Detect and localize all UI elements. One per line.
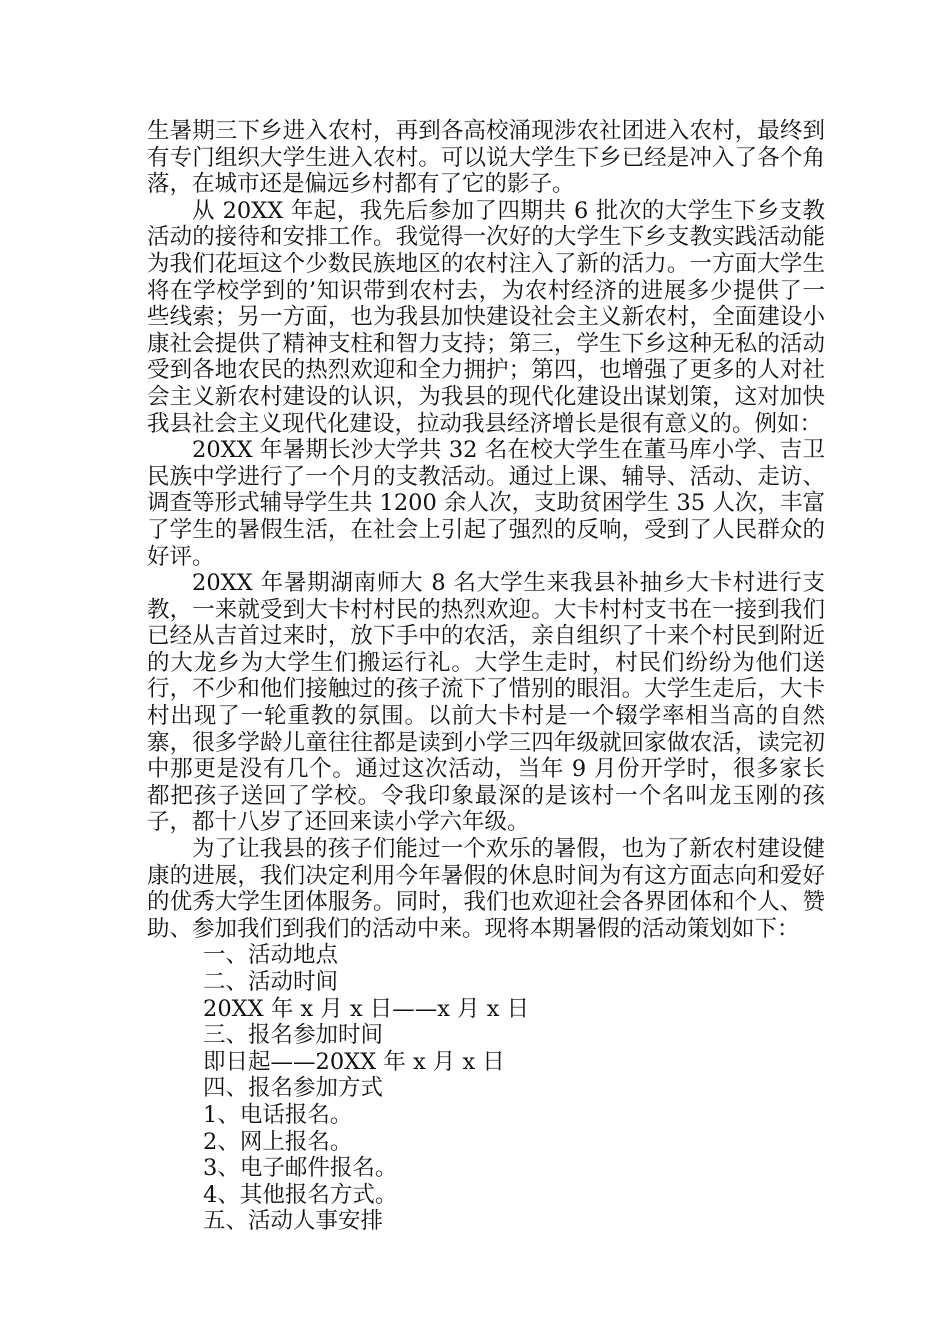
- outline-item-staffing-heading: 五、活动人事安排: [203, 1208, 384, 1235]
- outline-item-online-signup: 2、网上报名。: [203, 1128, 353, 1155]
- document-page: [147, 118, 825, 1235]
- outline-item-email-signup: 3、电子邮件报名。: [203, 1155, 398, 1182]
- outline-item-signup-method-heading: 四、报名参加方式: [203, 1075, 384, 1102]
- outline-item-other-signup: 4、其他报名方式。: [203, 1181, 398, 1208]
- paragraph-continuation: 生暑期三下乡进入农村，再到各高校涌现涉农社团进入农村，最终到有专门组织大学生进入农村。可以说大学生下乡已经是冲入了各个角落，在城市还是偏远乡村都有了它的影子。: [147, 118, 825, 198]
- paragraph-plan-intro: 为了让我县的孩子们能过一个欢乐的暑假，也为了新农村建设健康的进展，我们决定利用今年暑假的休息时间为有这方面志向和爱好的优秀大学生团体服务。同时，我们也欢迎社会各界团体和个人、赞助、参加我们到我们的活动中来。现将本期暑假的活动策划如下：: [147, 836, 825, 942]
- activity-outline: [147, 942, 825, 1235]
- paragraph-participation: 从 20XX 年起，我先后参加了四期共 6 批次的大学生下乡支教活动的接待和安排工作。我觉得一次好的大学生下乡支教实践活动能为我们花垣这个少数民族地区的农村注入了新的活力。一方面大学生将在学校学到的’知识带到农村去，为农村经济的进展多少提供了一些线索；另一方面，也为我县加快建设社会主义新农村，全面建设小康社会提供了精神支柱和智力支持；第三，学生下乡这种无私的活动受到各地农民的热烈欢迎和全力拥护；第四，也增强了更多的人对社会主义新农村建设的认识，为我县的现代化建设出谋划策，这对加快我县社会主义现代化建设，拉动我县经济增长是很有意义的。例如：: [147, 197, 825, 437]
- paragraph-hunan-normal-example: 20XX 年暑期湖南师大 8 名大学生来我县补抽乡大卡村进行支教，一来就受到大卡村村民的热烈欢迎。大卡村村支书在一接到我们已经从吉首过来时，放下手中的农活，亲自组织了十来个村民到附近的大龙乡为大学生们搬运行礼。大学生走时，村民们纷纷为他们送行，不少和他们接触过的孩子流下了惜别的眼泪。大学生走后，大卡村出现了一轮重教的氛围。以前大卡村是一个辍学率相当高的自然寨，很多学龄儿童往往都是读到小学三四年级就回家做农活，读完初中那更是没有几个。通过这次活动，当年 9 月份开学时，很多家长都把孩子送回了学校。令我印象最深的是该村一个名叫龙玉刚的孩子，都十八岁了还回来读小学六年级。: [147, 570, 825, 836]
- outline-item-signup-time-value: 即日起——20XX 年 x 月 x 日: [203, 1048, 505, 1075]
- outline-item-phone-signup: 1、电话报名。: [203, 1101, 353, 1128]
- outline-item-signup-time-heading: 三、报名参加时间: [203, 1022, 384, 1049]
- outline-item-location-heading: 一、活动地点: [203, 942, 339, 969]
- outline-item-time-value: 20XX 年 x 月 x 日——x 月 x 日: [203, 995, 530, 1022]
- paragraph-changsha-example: 20XX 年暑期长沙大学共 32 名在校大学生在董马库小学、吉卫民族中学进行了一个月的支教活动。通过上课、辅导、活动、走访、调查等形式辅导学生共 1200 余人次，支助贫困学生 35 人次，丰富了学生的暑假生活，在社会上引起了强烈的反响，受到了人民群众的好评。: [147, 437, 825, 570]
- outline-item-time-heading: 二、活动时间: [203, 969, 339, 995]
